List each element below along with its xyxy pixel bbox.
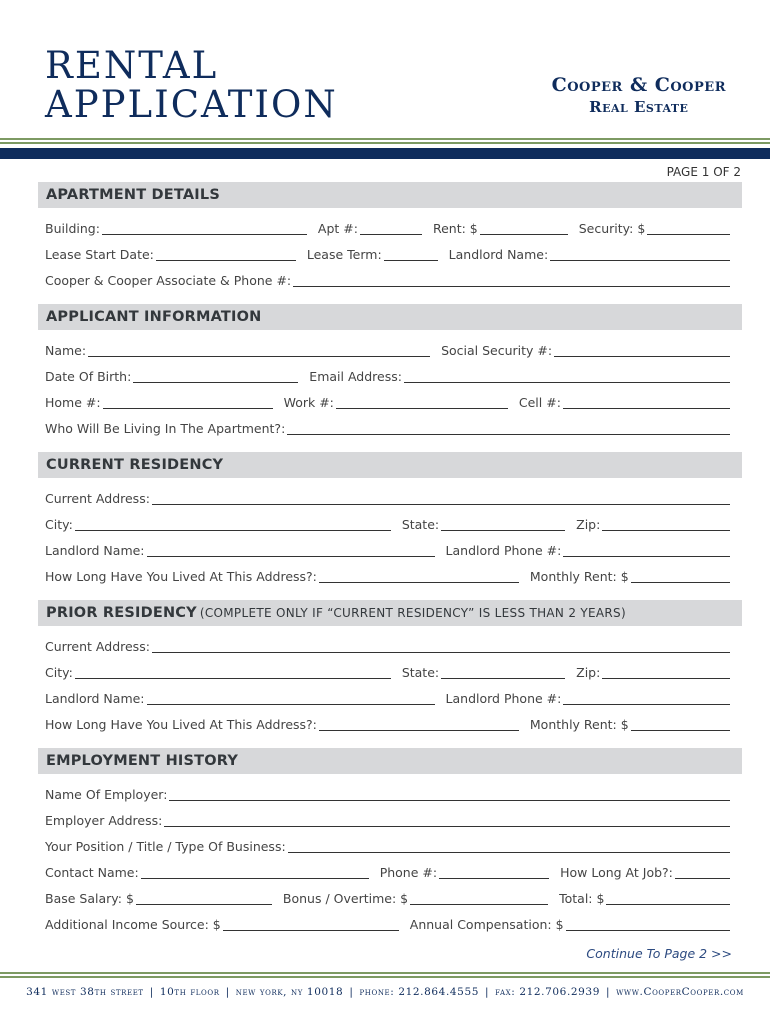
- section-title: CURRENT RESIDENCY: [46, 457, 224, 473]
- form-row: [45, 714, 730, 732]
- field-label-state: State:: [401, 665, 440, 680]
- field-label-current-address: Current Address:: [45, 491, 150, 506]
- section-title: APARTMENT DETAILS: [46, 187, 220, 203]
- field-label-building: Building:: [45, 221, 100, 236]
- field-label-cooper-cooper-associate-phone: Cooper & Cooper Associate & Phone #:: [45, 273, 292, 288]
- field-input-city[interactable]: [75, 517, 391, 531]
- form-row: [45, 540, 730, 558]
- field-input-lease-term[interactable]: [384, 247, 438, 261]
- field-input-building[interactable]: [102, 221, 307, 235]
- footer-item: fax: 212.706.2939: [495, 986, 600, 998]
- footer-rule-green-secondary: [0, 976, 770, 978]
- field-input-how-long-have-you-lived-at-this-address[interactable]: [319, 569, 519, 583]
- field-input-employer-address[interactable]: [164, 813, 730, 827]
- field-input-zip[interactable]: [602, 665, 730, 679]
- form-title: [45, 46, 338, 124]
- field-input-cooper-cooper-associate-phone[interactable]: [293, 273, 730, 287]
- footer-item: new york, ny 10018: [235, 986, 344, 998]
- field-input-social-security[interactable]: [554, 343, 730, 357]
- field-label-rent: Rent: $: [432, 221, 478, 236]
- section-header-applicant-information: [38, 304, 742, 330]
- field-label-home: Home #:: [45, 395, 101, 410]
- field-label-date-of-birth: Date Of Birth:: [45, 369, 132, 384]
- form-row: [45, 418, 730, 436]
- field-label-how-long-have-you-lived-at-this-address: How Long Have You Lived At This Address?:: [45, 569, 317, 584]
- form-row: [45, 244, 730, 262]
- field-label-email-address: Email Address:: [309, 369, 402, 384]
- field-label-additional-income-source: Additional Income Source: $: [45, 917, 221, 932]
- field-input-email-address[interactable]: [404, 369, 730, 383]
- field-label-contact-name: Contact Name:: [45, 865, 139, 880]
- form-row: [45, 914, 730, 932]
- field-label-zip: Zip:: [576, 665, 601, 680]
- footer-rule-green: [0, 972, 770, 974]
- field-label-annual-compensation: Annual Compensation: $: [409, 917, 564, 932]
- field-input-who-will-be-living-in-the-apartment[interactable]: [287, 421, 730, 435]
- field-input-current-address[interactable]: [152, 639, 730, 653]
- form-row: [45, 810, 730, 828]
- company-subtitle: Real Estate: [589, 98, 689, 116]
- field-input-name[interactable]: [88, 343, 430, 357]
- field-input-total[interactable]: [606, 891, 730, 905]
- section-title: APPLICANT INFORMATION: [46, 309, 262, 325]
- form-row: [45, 662, 730, 680]
- form-row: [45, 340, 730, 358]
- continue-to-page-2-link[interactable]: Continue To Page 2 >>: [586, 946, 732, 961]
- field-input-monthly-rent[interactable]: [631, 569, 730, 583]
- form-row: [45, 514, 730, 532]
- form-row: [45, 888, 730, 906]
- field-input-landlord-name[interactable]: [550, 247, 730, 261]
- field-input-state[interactable]: [441, 665, 565, 679]
- field-input-additional-income-source[interactable]: [223, 917, 399, 931]
- field-label-zip: Zip:: [576, 517, 601, 532]
- field-label-landlord-name: Landlord Name:: [45, 543, 145, 558]
- form-row: [45, 636, 730, 654]
- section-header-prior-residency: [38, 600, 742, 626]
- field-label-state: State:: [401, 517, 440, 532]
- field-label-bonus-overtime: Bonus / Overtime: $: [282, 891, 409, 906]
- field-input-rent[interactable]: [480, 221, 568, 235]
- field-input-work[interactable]: [336, 395, 508, 409]
- field-label-total: Total: $: [559, 891, 605, 906]
- field-label-security: Security: $: [578, 221, 646, 236]
- field-input-state[interactable]: [441, 517, 565, 531]
- section-header-apartment-details: [38, 182, 742, 208]
- section-header-current-residency: [38, 452, 742, 478]
- field-label-who-will-be-living-in-the-apartment: Who Will Be Living In The Apartment?:: [45, 421, 286, 436]
- section-title: EMPLOYMENT HISTORY: [46, 753, 239, 769]
- field-label-landlord-name: Landlord Name:: [45, 691, 145, 706]
- field-label-name-of-employer: Name Of Employer:: [45, 787, 168, 802]
- footer-separator: |: [149, 986, 154, 998]
- footer-item: 341 west 38th street: [26, 986, 144, 998]
- field-input-cell[interactable]: [563, 395, 730, 409]
- field-input-annual-compensation[interactable]: [566, 917, 730, 931]
- field-input-security[interactable]: [647, 221, 730, 235]
- footer-separator: |: [485, 986, 490, 998]
- form-row: [45, 488, 730, 506]
- field-input-name-of-employer[interactable]: [169, 787, 730, 801]
- title-line-1: RENTAL: [45, 44, 219, 87]
- header-rule-navy: [0, 148, 770, 159]
- field-label-city: City:: [45, 517, 73, 532]
- field-input-bonus-overtime[interactable]: [410, 891, 548, 905]
- field-label-social-security: Social Security #:: [441, 343, 553, 358]
- footer-contact: [0, 986, 770, 998]
- company-name: Cooper & Cooper: [551, 74, 726, 96]
- footer-item: phone: 212.864.4555: [359, 986, 480, 998]
- field-input-how-long-at-job[interactable]: [675, 865, 730, 879]
- field-input-zip[interactable]: [602, 517, 730, 531]
- form-row: [45, 270, 730, 288]
- field-label-landlord-phone: Landlord Phone #:: [445, 543, 562, 558]
- field-label-current-address: Current Address:: [45, 639, 150, 654]
- form-row: [45, 688, 730, 706]
- field-input-base-salary[interactable]: [136, 891, 272, 905]
- field-input-phone[interactable]: [439, 865, 549, 879]
- footer-separator: |: [349, 986, 354, 998]
- form-row: [45, 218, 730, 236]
- section-note: (COMPLETE ONLY IF “CURRENT RESIDENCY” IS LESS THAN 2 YEARS): [199, 606, 626, 620]
- footer-website-link[interactable]: www.CooperCooper.com: [616, 986, 744, 998]
- field-label-work: Work #:: [283, 395, 334, 410]
- field-input-how-long-have-you-lived-at-this-address[interactable]: [319, 717, 519, 731]
- field-label-monthly-rent: Monthly Rent: $: [529, 717, 629, 732]
- field-label-your-position-title-type-of-business: Your Position / Title / Type Of Business:: [45, 839, 286, 854]
- form-row: [45, 862, 730, 880]
- field-label-city: City:: [45, 665, 73, 680]
- field-label-name: Name:: [45, 343, 87, 358]
- field-input-monthly-rent[interactable]: [631, 717, 730, 731]
- section-title: PRIOR RESIDENCY: [46, 605, 197, 621]
- field-input-landlord-name[interactable]: [147, 691, 435, 705]
- field-label-lease-start-date: Lease Start Date:: [45, 247, 154, 262]
- field-input-landlord-phone[interactable]: [563, 543, 730, 557]
- field-label-landlord-name: Landlord Name:: [448, 247, 549, 262]
- field-label-how-long-have-you-lived-at-this-address: How Long Have You Lived At This Address?:: [45, 717, 317, 732]
- field-input-landlord-phone[interactable]: [563, 691, 730, 705]
- field-input-date-of-birth[interactable]: [133, 369, 298, 383]
- field-input-lease-start-date[interactable]: [156, 247, 296, 261]
- form-row: [45, 366, 730, 384]
- title-line-2: APPLICATION: [45, 83, 338, 126]
- header-rule-green-secondary: [0, 142, 770, 144]
- footer-separator: |: [606, 986, 611, 998]
- field-label-base-salary: Base Salary: $: [45, 891, 134, 906]
- form-row: [45, 566, 730, 584]
- field-input-city[interactable]: [75, 665, 391, 679]
- field-label-cell: Cell #:: [518, 395, 561, 410]
- company-logo: [552, 74, 726, 116]
- footer-item: 10th floor: [159, 986, 220, 998]
- field-label-phone: Phone #:: [379, 865, 438, 880]
- field-label-landlord-phone: Landlord Phone #:: [445, 691, 562, 706]
- field-input-contact-name[interactable]: [141, 865, 369, 879]
- field-input-home[interactable]: [103, 395, 273, 409]
- field-input-landlord-name[interactable]: [147, 543, 435, 557]
- header-rule-green: [0, 138, 770, 140]
- form-row: [45, 836, 730, 854]
- field-label-monthly-rent: Monthly Rent: $: [529, 569, 629, 584]
- field-input-your-position-title-type-of-business[interactable]: [288, 839, 730, 853]
- form-row: [45, 392, 730, 410]
- page-number: PAGE 1 OF 2: [666, 165, 741, 179]
- field-label-employer-address: Employer Address:: [45, 813, 163, 828]
- footer-separator: |: [225, 986, 230, 998]
- form-row: [45, 784, 730, 802]
- field-label-apt: Apt #:: [317, 221, 358, 236]
- section-header-employment-history: [38, 748, 742, 774]
- field-label-lease-term: Lease Term:: [306, 247, 382, 262]
- field-input-current-address[interactable]: [152, 491, 730, 505]
- field-input-apt[interactable]: [360, 221, 422, 235]
- field-label-how-long-at-job: How Long At Job?:: [560, 865, 673, 880]
